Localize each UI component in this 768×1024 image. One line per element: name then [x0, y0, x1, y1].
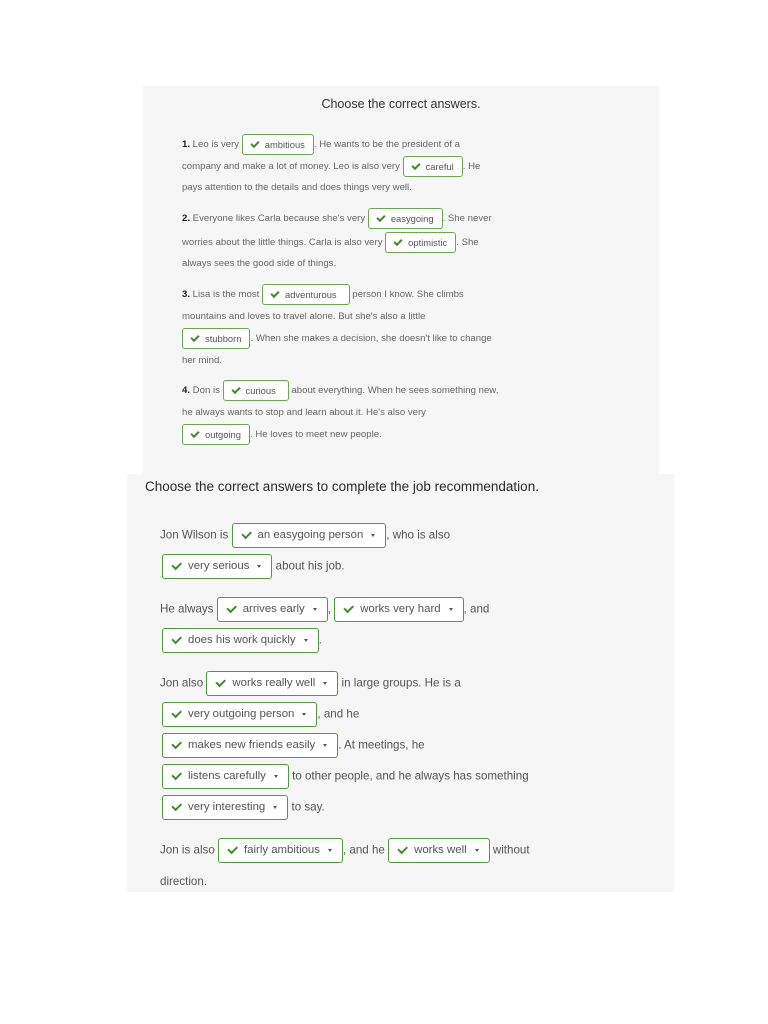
item-number: 3.	[182, 289, 191, 301]
check-icon	[270, 289, 279, 298]
answer-ambitious[interactable]: ambitious	[242, 134, 314, 155]
check-icon	[227, 844, 237, 854]
item-4-line-3: outgoing . He loves to meet new people.	[182, 424, 382, 445]
check-icon	[241, 529, 251, 539]
answer-stubborn[interactable]: stubborn	[182, 328, 250, 349]
chevron-down-icon	[304, 639, 308, 642]
item-1-line-2: company and make a lot of money. Leo is also very careful . He	[182, 156, 480, 177]
check-icon	[226, 603, 236, 613]
chevron-down-icon	[323, 682, 327, 685]
check-icon	[344, 603, 354, 613]
chevron-down-icon	[313, 608, 317, 611]
check-icon	[171, 708, 181, 718]
chevron-down-icon	[257, 565, 261, 568]
dropdown-very-interesting[interactable]: very interesting	[162, 795, 288, 820]
check-icon	[394, 237, 403, 246]
item-4-line-2: he always wants to stop and learn about it. He's also very	[182, 407, 426, 418]
item-number: 2.	[182, 213, 191, 225]
exercise-1-title: Choose the correct answers.	[321, 97, 481, 111]
check-icon	[190, 429, 199, 438]
dropdown-very-outgoing-person[interactable]: very outgoing person	[162, 702, 317, 727]
dropdown-very-serious[interactable]: very serious	[162, 554, 272, 579]
recommendation-line-4: does his work quickly .	[162, 628, 322, 653]
item-1-line-3: pays attention to the details and does things very well.	[182, 182, 412, 193]
recommendation-line-2: very serious about his job.	[162, 554, 345, 579]
item-4-line-1: 4. Don is curious about everything. When he sees something new,	[182, 380, 498, 401]
chevron-down-icon	[323, 744, 327, 747]
item-3-line-3: stubborn . When she makes a decision, she doesn't like to change	[182, 328, 492, 349]
check-icon	[411, 161, 420, 170]
chevron-down-icon	[475, 849, 479, 852]
chevron-down-icon	[302, 713, 306, 716]
dropdown-works-really-well[interactable]: works really well	[206, 671, 338, 696]
item-3-line-1: 3. Lisa is the most adventurous person I know. She climbs	[182, 284, 464, 305]
exercise-2-title: Choose the correct answers to complete the job recommendation.	[145, 479, 539, 494]
check-icon	[171, 770, 181, 780]
answer-easygoing[interactable]: easygoing	[368, 208, 443, 229]
item-1-line-1: 1. Leo is very ambitious . He wants to be the president of a	[182, 134, 460, 155]
recommendation-line-10: Jon is also fairly ambitious , and he works well without	[160, 838, 530, 863]
check-icon	[376, 213, 385, 222]
recommendation-line-1: Jon Wilson is an easygoing person , who is also	[160, 523, 450, 548]
item-number: 4.	[182, 385, 191, 397]
exercise-2-panel	[127, 474, 674, 892]
recommendation-line-7: makes new friends easily . At meetings, he	[162, 733, 425, 758]
chevron-down-icon	[274, 775, 278, 778]
item-2-line-3: always sees the good side of things.	[182, 258, 337, 269]
recommendation-line-6: very outgoing person , and he	[162, 702, 359, 727]
dropdown-works-very-hard[interactable]: works very hard	[334, 597, 463, 622]
check-icon	[171, 634, 181, 644]
chevron-down-icon	[273, 806, 277, 809]
check-icon	[190, 333, 199, 342]
answer-outgoing[interactable]: outgoing	[182, 424, 250, 445]
item-3-line-4: her mind.	[182, 355, 222, 366]
item-2-line-1: 2. Everyone likes Carla because she's very easygoing . She never	[182, 208, 492, 229]
exercise-1-panel	[143, 86, 659, 474]
answer-adventurous[interactable]: adventurous	[262, 284, 350, 305]
recommendation-line-3: He always arrives early , works very hard , and	[160, 597, 489, 622]
check-icon	[216, 677, 226, 687]
dropdown-listens-carefully[interactable]: listens carefully	[162, 764, 289, 789]
dropdown-makes-new-friends-easily[interactable]: makes new friends easily	[162, 733, 338, 758]
dropdown-does-his-work-quickly[interactable]: does his work quickly	[162, 628, 319, 653]
item-3-line-2: mountains and loves to travel alone. But she's also a little	[182, 311, 426, 322]
item-number: 1.	[182, 139, 191, 151]
check-icon	[250, 139, 259, 148]
dropdown-arrives-early[interactable]: arrives early	[217, 597, 328, 622]
chevron-down-icon	[449, 608, 453, 611]
answer-careful[interactable]: careful	[403, 156, 463, 177]
check-icon	[171, 801, 181, 811]
item-2-line-2: worries about the little things. Carla is also very optimistic . She	[182, 232, 479, 253]
answer-curious[interactable]: curious	[223, 380, 289, 401]
check-icon	[171, 560, 181, 570]
recommendation-line-5: Jon also works really well in large groups. He is a	[160, 671, 461, 696]
dropdown-works-well[interactable]: works well	[388, 838, 490, 863]
chevron-down-icon	[328, 849, 332, 852]
recommendation-line-8: listens carefully to other people, and he always has something	[162, 764, 529, 789]
recommendation-line-9: very interesting to say.	[162, 795, 325, 820]
recommendation-line-11: direction.	[160, 875, 208, 888]
check-icon	[397, 844, 407, 854]
dropdown-an-easygoing-person[interactable]: an easygoing person	[232, 523, 387, 548]
check-icon	[231, 385, 240, 394]
chevron-down-icon	[371, 534, 375, 537]
check-icon	[171, 739, 181, 749]
answer-optimistic[interactable]: optimistic	[385, 232, 456, 253]
dropdown-fairly-ambitious[interactable]: fairly ambitious	[218, 838, 343, 863]
